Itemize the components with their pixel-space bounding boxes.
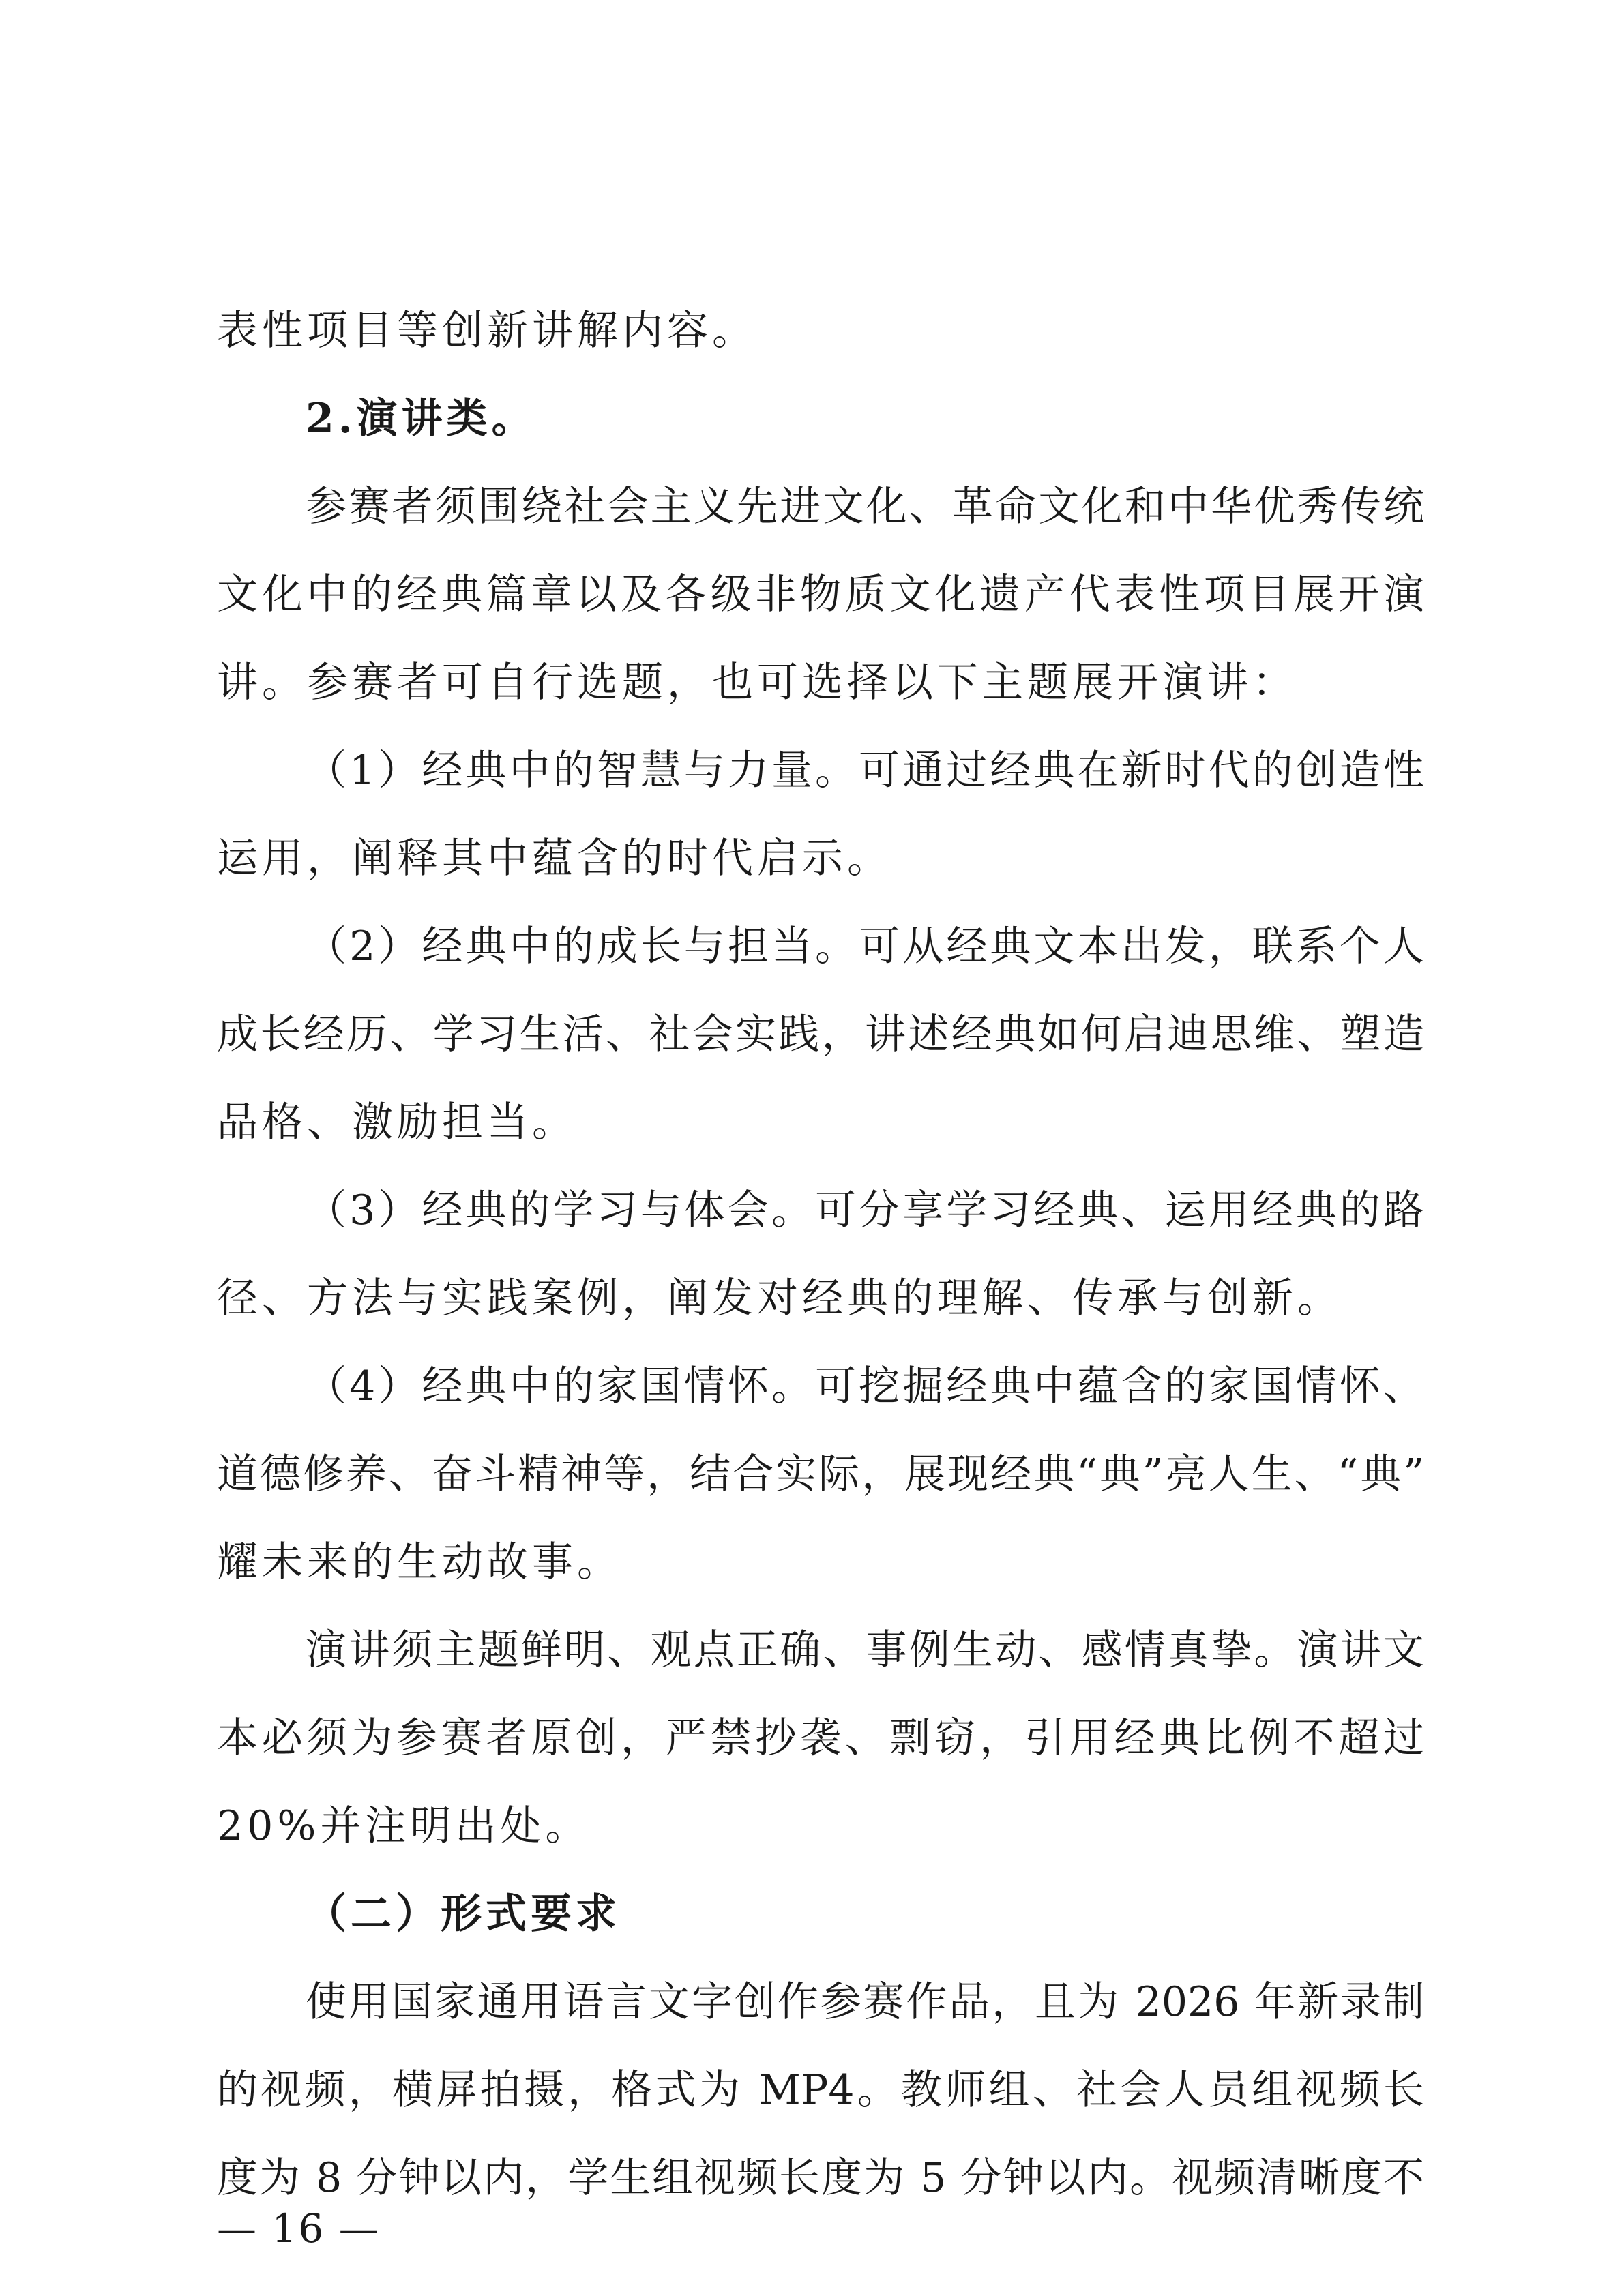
section-heading: 2.演讲类。 — [306, 395, 537, 443]
list-item-line: （1）经典中的智慧与力量。可通过经典在新时代的创造性 — [306, 747, 1424, 794]
list-item-line: 径、方法与实践案例，阐发对经典的理解、传承与创新。 — [217, 1274, 1342, 1322]
paragraph-line: 演讲须主题鲜明、观点正确、事例生动、感情真挚。演讲文 — [306, 1626, 1424, 1674]
page-number: — 16 — — [217, 2205, 380, 2252]
list-item-line: （3）经典的学习与体会。可分享学习经典、运用经典的路 — [306, 1187, 1424, 1234]
paragraph-line: 表性项目等创新讲解内容。 — [217, 307, 757, 355]
list-item-line: （2）经典中的成长与担当。可从经典文本出发，联系个人 — [306, 923, 1424, 970]
list-item-line: （4）经典中的家国情怀。可挖掘经典中蕴含的家国情怀、 — [306, 1362, 1424, 1410]
paragraph-line: 本必须为参赛者原创，严禁抄袭、剽窃，引用经典比例不超过 — [217, 1714, 1424, 1762]
paragraph-line: 的视频，横屏拍摄，格式为 MP4。教师组、社会人员组视频长 — [217, 2066, 1424, 2114]
paragraph-line: 讲。参赛者可自行选题，也可选择以下主题展开演讲： — [217, 659, 1297, 706]
paragraph-line: 20%并注明出处。 — [217, 1802, 591, 1850]
paragraph-line: 使用国家通用语言文字创作参赛作品，且为 2026 年新录制 — [306, 1978, 1424, 2026]
paragraph-line: 参赛者须围绕社会主义先进文化、革命文化和中华优秀传统 — [306, 483, 1424, 531]
list-item-line: 耀未来的生动故事。 — [217, 1538, 622, 1586]
paragraph-line: 度为 8 分钟以内，学生组视频长度为 5 分钟以内。视频清晰度不 — [217, 2154, 1424, 2202]
list-item-line: 品格、激励担当。 — [217, 1099, 577, 1146]
list-item-line: 运用，阐释其中蕴含的时代启示。 — [217, 835, 892, 882]
paragraph-line: 文化中的经典篇章以及各级非物质文化遗产代表性项目展开演 — [217, 571, 1424, 618]
list-item-line: 成长经历、学习生活、社会实践，讲述经典如何启迪思维、塑造 — [217, 1011, 1424, 1058]
section-heading: （二）形式要求 — [306, 1890, 621, 1938]
list-item-line: 道德修养、奋斗精神等，结合实际，展现经典“典”亮人生、“典” — [217, 1450, 1424, 1498]
